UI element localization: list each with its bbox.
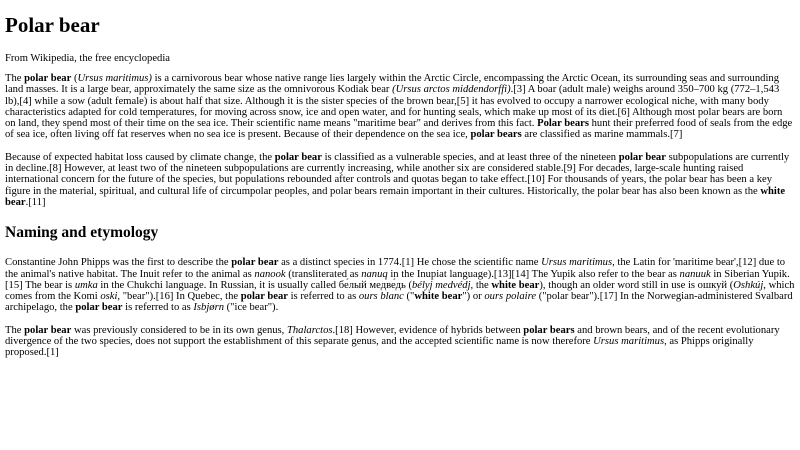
bold-term: white bear	[414, 291, 463, 303]
text-run: ), though an older word still in use is ошкуй (	[539, 279, 734, 291]
bold-term: white bear	[491, 279, 540, 291]
page-title: Polar bear	[5, 13, 100, 37]
text-run: The	[5, 73, 25, 84]
intro-paragraph-1	[5, 73, 795, 141]
text-run: in the Inupiat language).[13][14] The Yupik also refer to the bear as	[387, 268, 680, 280]
naming-paragraph-1	[5, 257, 795, 313]
text-run: are classified as marine mammals.[7]	[521, 129, 683, 141]
text-run: .[3] A boar (adult male) weighs around 350–700 kg (772–1,543 lb),[4] while a sow (adult female) is about half that size. Although it is the sister species of the brown bear,[5] it has evolved to occupy a narrower ecological niche, with many body characteristics adapted for cold temperatures, for moving across snow, ice and open water, and for hunting seals, which make up most of its diet.[6] Although most polar bears are born on land, they spend most of their time on the sea ice. Their scientific name means "maritime bear" and derives from this fact.	[5, 84, 783, 130]
italic-term: bélyj medvédj	[411, 279, 471, 291]
bold-term: polar bear	[231, 257, 279, 269]
italic-term: ours polaire	[484, 291, 537, 303]
tagline: From Wikipedia, the free encyclopedia	[5, 53, 170, 64]
italic-term: Ursus maritimus)	[77, 73, 152, 84]
italic-term: Isbjørn	[193, 302, 224, 314]
bold-term: polar bear	[75, 302, 123, 314]
text-run: .[18] However, evidence of hybrids between	[332, 324, 524, 336]
bold-term: polar bear	[24, 324, 72, 336]
text-run: is referred to as	[122, 302, 194, 314]
text-run: Because of expected habitat loss caused by climate change, the	[5, 151, 275, 163]
bold-term: polar bear	[618, 151, 666, 163]
italic-term: nanuuk	[679, 268, 711, 280]
text-run: (transliterated as	[285, 268, 362, 280]
italic-term: Ursus maritimus	[593, 336, 665, 348]
text-run: is referred to as	[287, 291, 359, 303]
intro-paragraph-2	[5, 152, 795, 208]
bold-term: white bear	[5, 185, 786, 208]
text-run: is classified as a vulnerable species, and at least three of the nineteen	[321, 151, 619, 163]
bold-term: Polar bears	[537, 118, 589, 130]
bold-term: polar bear	[240, 291, 288, 303]
bold-term: polar bears	[470, 129, 522, 141]
bold-term: polar bear	[274, 151, 322, 163]
italic-term: umka	[74, 279, 98, 291]
text-run: hunt their preferred food of seals from the edge of sea ice, often living off fat reserves when no sea ice is present. Because of their dependence on the sea ice,	[5, 118, 793, 141]
text-run: (	[71, 73, 78, 84]
italic-term: Ursus maritimus,	[541, 257, 615, 269]
text-run: in the Chukchi language. In Russian, it is usually called бе́лый медве́дь (	[97, 279, 412, 291]
italic-term: oski	[100, 291, 118, 303]
text-run: ("ice bear").	[224, 302, 279, 314]
italic-term: nanook	[254, 268, 286, 280]
text-run: .[11]	[25, 196, 46, 208]
italic-term: Oshkúj	[733, 279, 764, 291]
text-run: , as Phipps originally proposed.[1]	[5, 336, 754, 359]
text-run: ("polar bear").[17] In the Norwegian-administered Svalbard archipelago, the	[5, 291, 793, 314]
section-heading-naming: Naming and etymology	[5, 224, 159, 242]
bold-term: polar bear	[24, 73, 72, 84]
italic-term: ours blanc	[358, 291, 404, 303]
text-run: as a distinct species in 1774.[1] He chose the scientific name	[278, 257, 542, 269]
text-run: , which comes from the Komi	[5, 279, 795, 303]
italic-term: Thalarctos	[286, 324, 333, 336]
text-run: and brown bears, and of the recent evolutionary divergence of the two species, does not support the establishment of this separate genus, and the accepted scientific name is now therefore	[5, 324, 780, 348]
text-run: was previously considered to be in its own genus,	[71, 324, 287, 336]
naming-paragraph-2	[5, 325, 795, 359]
italic-term: (Ursus arctos middendorffi)	[392, 84, 511, 96]
text-run: Constantine John Phipps was the first to describe the	[5, 257, 232, 269]
text-run: ") or	[462, 291, 485, 303]
text-run: , "bear").[16] In Quebec, the	[117, 291, 241, 303]
bold-term: polar bears	[523, 324, 575, 336]
text-run: subpopulations are currently in decline.[8] However, at least two of the nineteen subpopulations are currently increasing, while another six are considered stable.[9] For decades, large-scale hunting raised international concern for the future of the species, but populations rebounded after controls and quotas began to take effect.[10] For thousands of years, the polar bear has been a key figure in the material, spiritual, and cultural life of circumpolar peoples, and polar bears remain important in their cultures. Historically, the polar bear has also been known as the	[5, 151, 790, 197]
text-run: The	[5, 324, 25, 336]
text-run: ("	[403, 291, 415, 303]
text-run: is a carnivorous bear whose native range lies largely within the Arctic Circle, encompassing the Arctic Ocean, its surrounding seas and surrounding land masses. It is a large bear, approximately the same size as the omnivorous Kodiak bear	[5, 73, 779, 96]
text-run: , the	[470, 279, 492, 291]
italic-term: nanuq	[361, 268, 388, 280]
text-run: the Latin for 'maritime bear',[12] due to the animal's native habitat. The Inuit refer to the animal as	[5, 257, 786, 280]
text-run: in Siberian Yupik.[15] The bear is	[5, 268, 790, 291]
